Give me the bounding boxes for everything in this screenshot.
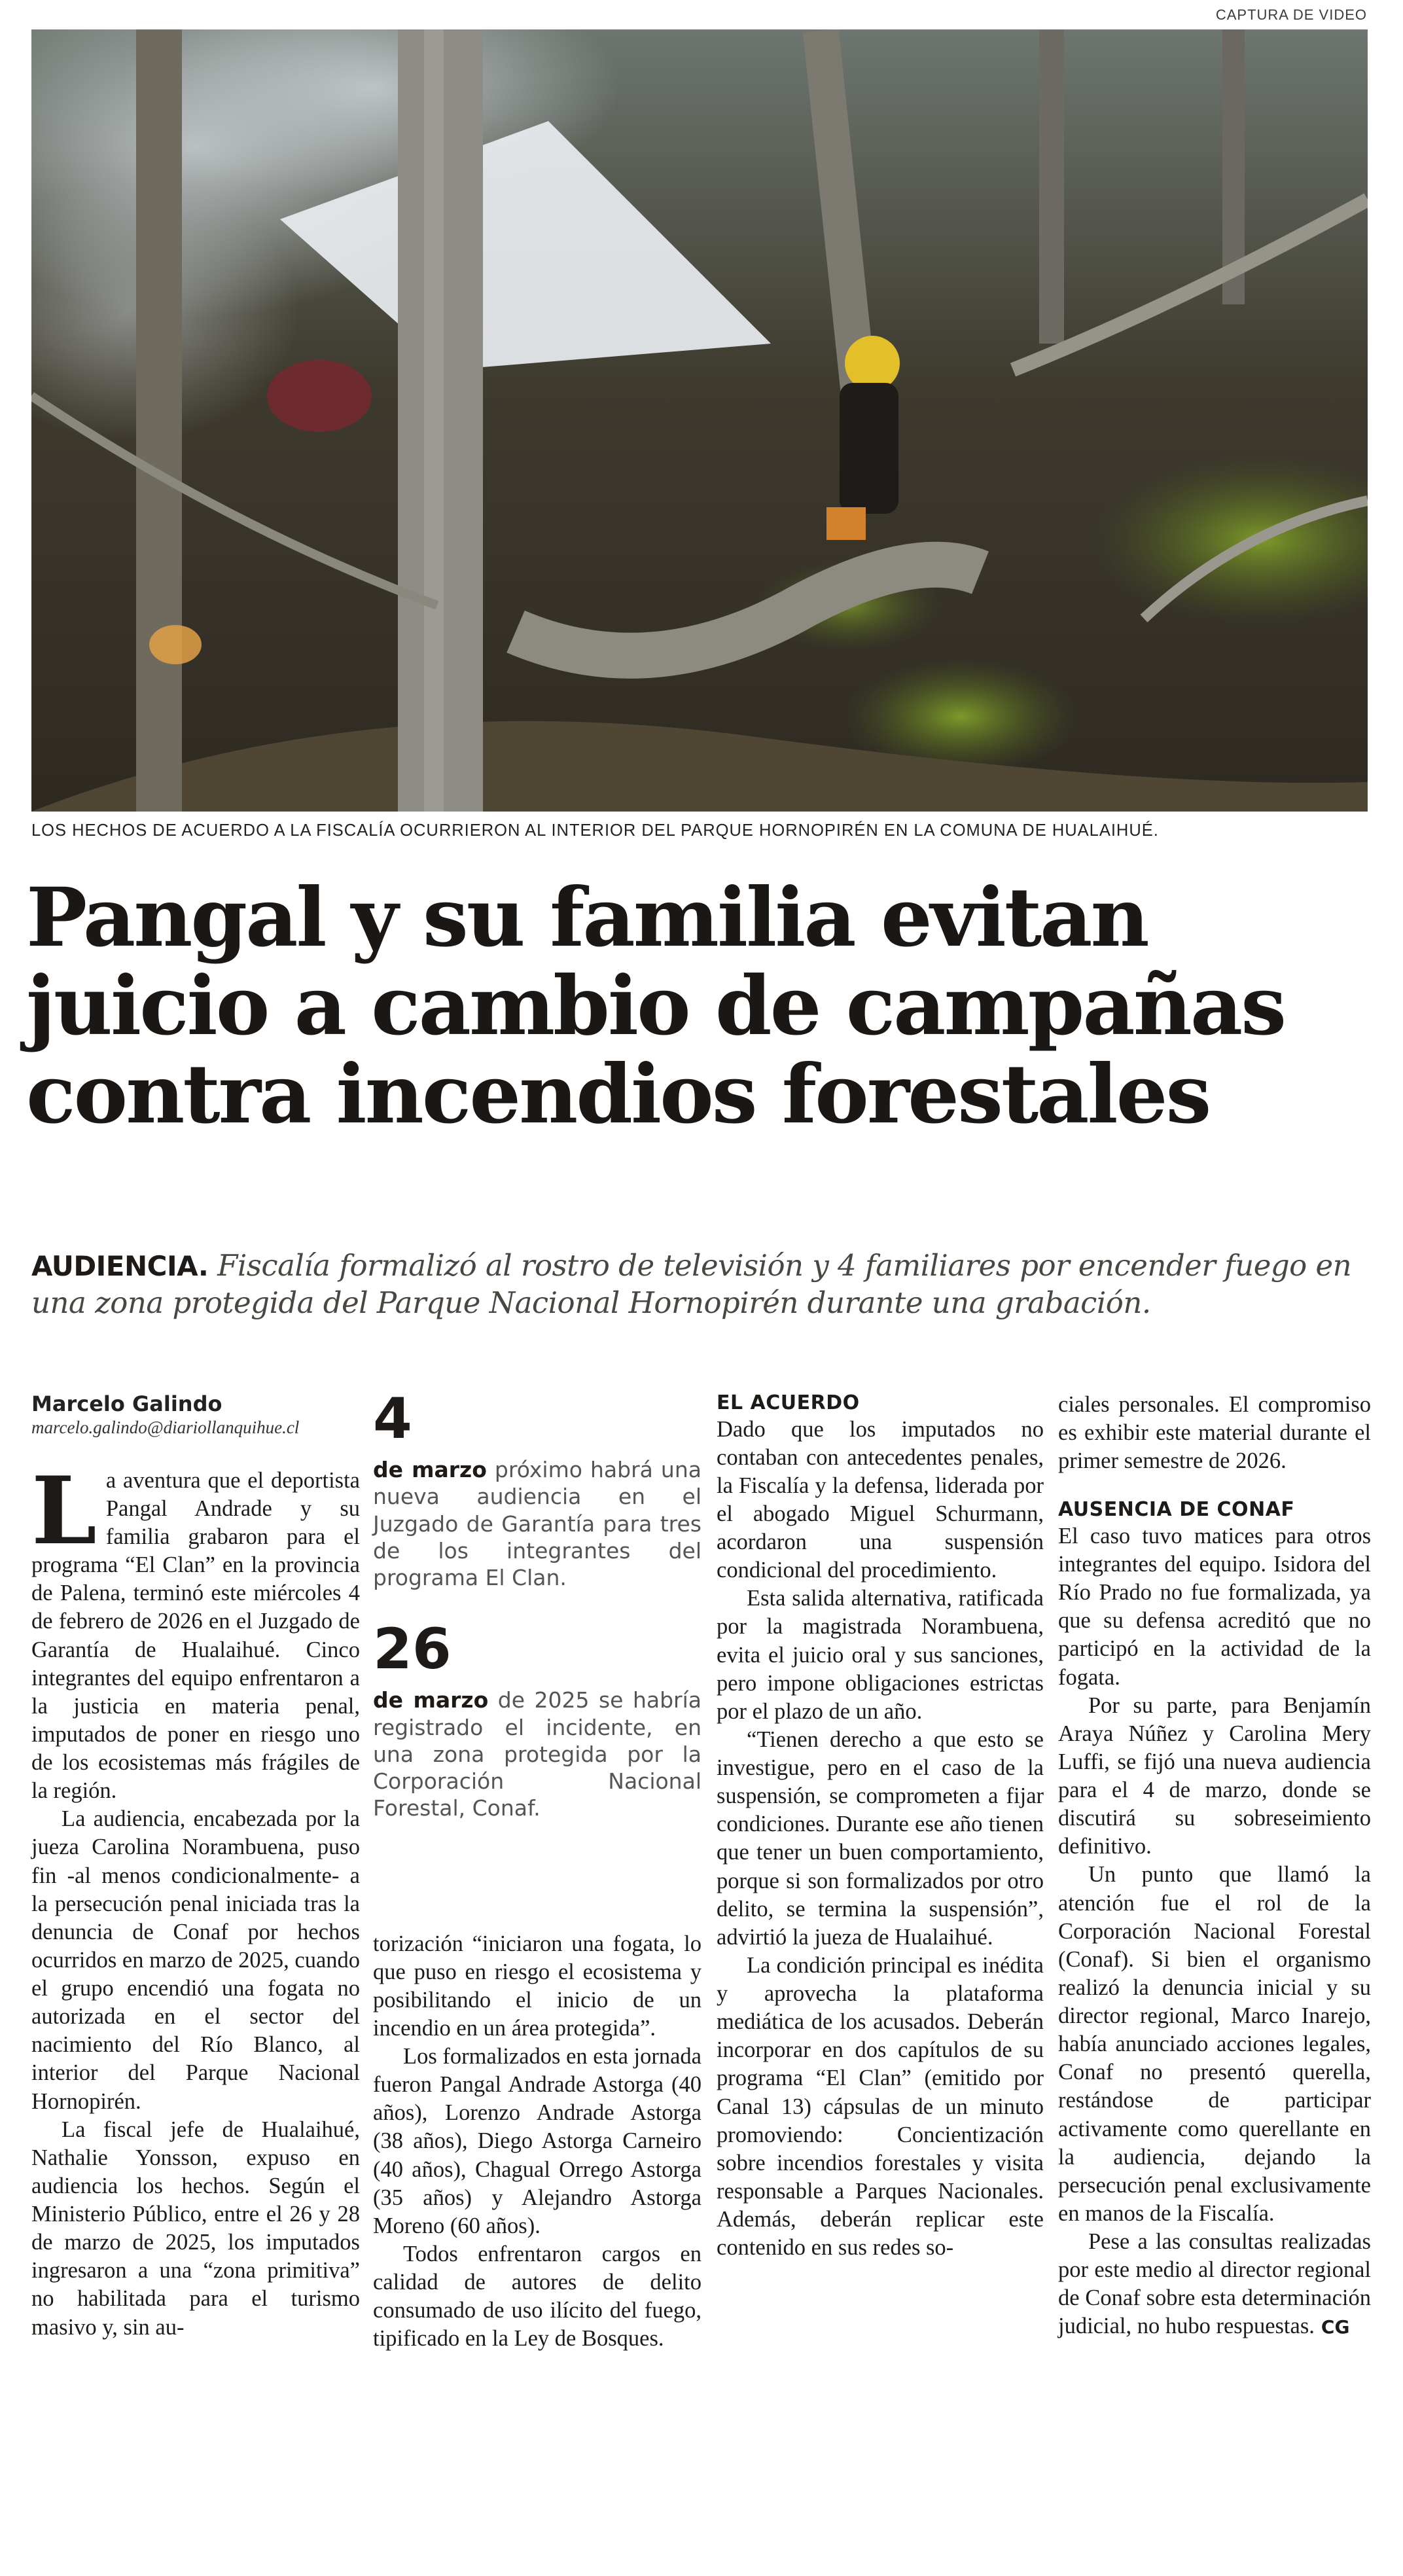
body-paragraph: La condición principal es inédita y aprovecha la plataforma mediática de los acusados. Deberán incorporar en dos capítulos de su programa “El Clan” (emitido por Canal 13) cápsulas de un minuto promoviendo: Concientización sobre incendios forestales y visita responsable a Parques Nacionales. Además, deberán replicar este contenido en sus redes so- bbox=[717, 1952, 1044, 2261]
body-paragraph: Por su parte, para Benjamín Araya Núñez y Carolina Mery Luffi, se fijó una nueva audiencia para el 4 de marzo, donde se discutirá su sobreseimiento definitivo. bbox=[1058, 1692, 1371, 1859]
section-subhead: AUSENCIA DE CONAF bbox=[1058, 1498, 1295, 1522]
byline-email[interactable]: marcelo.galindo@diariollanquihue.cl bbox=[31, 1418, 300, 1437]
article-column-3 bbox=[717, 1391, 1044, 2262]
drop-cap: L bbox=[31, 1456, 97, 1565]
body-paragraph: El caso tuvo matices para otros integrantes del equipo. Isidora del Río Prado no fue formalizada, ya que su defensa acreditó que no participó en la actividad de la fogata. bbox=[1058, 1523, 1371, 1690]
fact-body: de 2025 se habría registrado el incidente, en una zona protegida por la Corporación Nacional Forestal, Conaf. bbox=[373, 1687, 702, 1821]
fact-box bbox=[373, 1386, 702, 1822]
fact-text bbox=[373, 1456, 702, 1591]
lede-text: Fiscalía formalizó al rostro de televisión y 4 familiares por encender fuego en una zona protegida del Parque Nacional Hornopirén durante una grabación. bbox=[31, 1248, 1352, 1321]
body-paragraph: La audiencia, encabezada por la jueza Carolina Norambuena, puso fin -al menos condicionalmente- a la persecución penal iniciada tras la denuncia de Conaf por hechos ocurridos en marzo de 2025, cuando el grupo encendió una fogata no autorizada en el sector del nacimiento del Río Blanco, al interior del Parque Nacional Hornopirén. bbox=[31, 1806, 361, 2114]
fact-number: 26 bbox=[373, 1617, 452, 1683]
body-paragraph: “Tienen derecho a que esto se investigue, pero en el caso de la suspensión, se comprometen a fijar condiciones. Durante ese año tienen que tener un buen comportamiento, porque si son formalizados por otro delito, se termina la suspensión”, advirtió la jueza de Hualaihué. bbox=[717, 1726, 1044, 1950]
headline bbox=[26, 870, 1387, 1143]
body-paragraph: Un punto que llamó la atención fue el rol de la Corporación Nacional Forestal (Conaf). Si bien el organismo realizó la denuncia inicial y su director regional, Marco Inarejo, había anunciado acciones legales, Conaf no presentó querella, restándose de participar activamente como querellante en la audiencia, dejando la persecución penal exclusivamente en manos de la Fiscalía. bbox=[1058, 1862, 1371, 2226]
body-paragraph: ciales personales. El compromiso es exhibir este material durante el primer semestre de 2026. bbox=[1058, 1392, 1371, 1474]
section-subhead: EL ACUERDO bbox=[717, 1391, 860, 1414]
fact-body: próximo habrá una nueva audiencia en el Juzgado de Garantía para tres de los integrantes del programa El Clan. bbox=[373, 1457, 702, 1590]
body-paragraph: Los formalizados en esta jornada fueron Pangal Andrade Astorga (40 años), Lorenzo Andrade Astorga (38 años), Diego Astorga Carneiro (40 años), Chagual Orrego Astorga (35 años) y Alejandro Astorga Moreno (60 años). bbox=[373, 2044, 702, 2238]
byline-name: Marcelo Galindo bbox=[31, 1391, 222, 1416]
body-paragraph: Esta salida alternativa, ratificada por la magistrada Norambuena, evita el juicio oral y sus sanciones, pero impone obligaciones estrictas por el plazo de un año. bbox=[717, 1586, 1044, 1724]
body-paragraph: Todos enfrentaron cargos en calidad de autores de delito consumado de uso ilícito del fuego, tipificado en la Ley de Bosques. bbox=[373, 2241, 702, 2352]
photo-credit-label: CAPTURA DE VIDEO bbox=[1215, 7, 1367, 23]
headline-line: juicio a cambio de campañas bbox=[26, 959, 1285, 1054]
fact-text bbox=[373, 1687, 702, 1821]
body-paragraph: La fiscal jefe de Hualaihué, Nathalie Yonsson, expuso en audiencia los hechos. Según el Ministerio Público, entre el 26 y 28 de marzo de 2025, los imputados ingresaron a una “zona primitiva” no habilitada para el turismo masivo y, sin au- bbox=[31, 2117, 360, 2340]
body-paragraph: torización “iniciaron una fogata, lo que puso en riesgo el ecosistema y posibilitando el inicio de un incendio en un área protegida”. bbox=[373, 1931, 702, 2041]
body-paragraph bbox=[1058, 2228, 1371, 2341]
opening-paragraph bbox=[31, 1456, 360, 1806]
end-of-article-mark: CG bbox=[1321, 2316, 1350, 2338]
fact-lead: de marzo bbox=[373, 1457, 487, 1482]
headline-line: contra incendios forestales bbox=[26, 1047, 1210, 1143]
lede-kicker: AUDIENCIA. bbox=[31, 1250, 209, 1282]
article-column-4 bbox=[1058, 1391, 1371, 2341]
body-paragraph: Dado que los imputados no contaban con antecedentes penales, la Fiscalía y la defensa, liderada por el abogado Miguel Schurmann, acordaron una suspensión condicional del procedimiento. bbox=[717, 1416, 1044, 1583]
photo-caption: LOS HECHOS DE ACUERDO A LA FISCALÍA OCURRIERON AL INTERIOR DEL PARQUE HORNOPIRÉN EN LA COMUNA DE HUALAIHUÉ. bbox=[31, 821, 1159, 840]
fact-number: 4 bbox=[373, 1386, 412, 1452]
forest-photo-illustration bbox=[31, 29, 1368, 812]
lede bbox=[31, 1247, 1379, 1321]
body-paragraph: a aventura que el deportista Pangal Andrade y su familia grabaron para el programa “El Clan” en la provincia de Palena, terminó este miércoles 4 de febrero de 2026 en el Juzgado de Garantía de Hualaihué. Cinco integrantes del equipo enfrentaron a la justicia en materia penal, imputados de poner en riesgo uno de los ecosistemas más frágiles de la región. bbox=[31, 1467, 360, 1804]
forest-photo bbox=[31, 29, 1368, 812]
headline-line: Pangal y su familia evitan bbox=[26, 870, 1148, 965]
article-column-2 bbox=[373, 1386, 702, 2353]
article-column-1 bbox=[31, 1391, 360, 2342]
body-text: Pese a las consultas realizadas por este medio al director regional de Conaf sobre esta determinación judicial, no hubo respuestas. bbox=[1058, 2229, 1371, 2339]
fact-lead: de marzo bbox=[373, 1687, 489, 1713]
